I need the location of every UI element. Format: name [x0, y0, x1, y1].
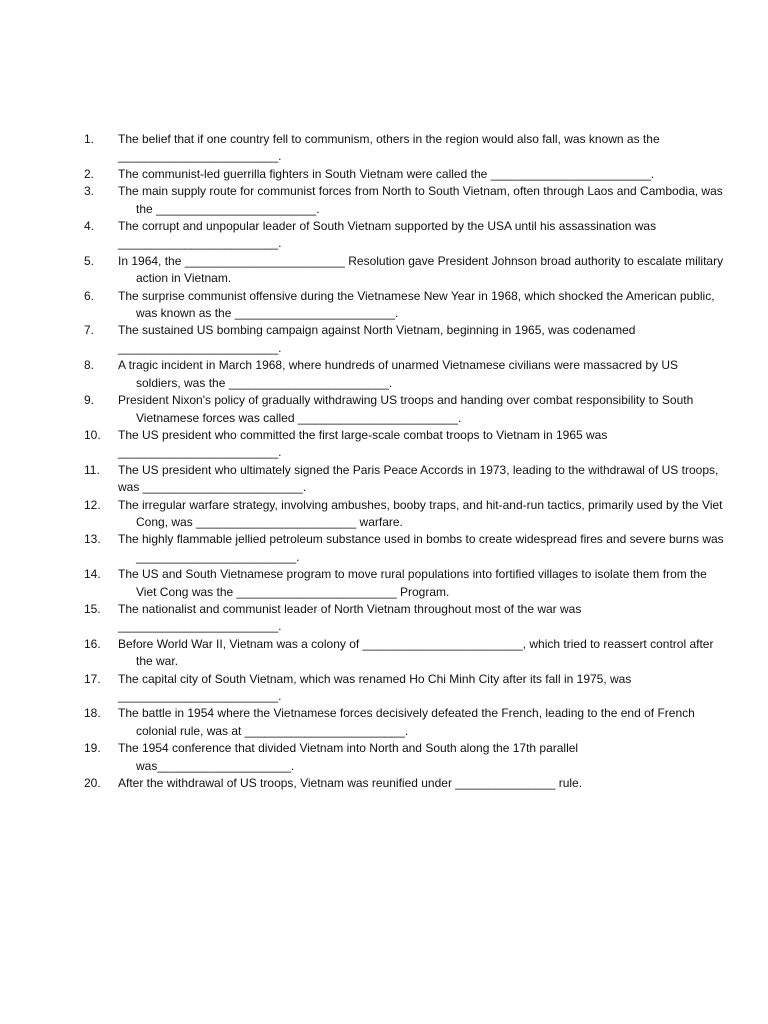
- question-text: The highly flammable jellied petroleum substance used in bombs to create widespread fires and severe burns was ________________________.: [118, 532, 727, 564]
- question-item-4: [84, 218, 724, 253]
- question-number: 20.: [84, 776, 101, 791]
- question-item-8: [84, 357, 724, 392]
- question-item-6: [84, 288, 724, 323]
- question-text: The US president who committed the first large-scale combat troops to Vietnam in 1965 was ________________________.: [118, 427, 611, 460]
- question-item-12: [84, 497, 724, 532]
- question-number: 6.: [84, 288, 95, 303]
- question-text: The US president who ultimately signed the Paris Peace Accords in 1973, leading to the withdrawal of US troops, was ________________________.: [118, 462, 722, 495]
- question-text: The belief that if one country fell to communism, others in the region would also fall, was known as the ________________________.: [118, 132, 663, 164]
- question-text: The communist-led guerrilla fighters in South Vietnam were called the ________________________.: [118, 166, 655, 181]
- question-number: 16.: [84, 636, 101, 651]
- question-item-9: [84, 392, 724, 427]
- question-item-10: [84, 427, 724, 462]
- question-number: 14.: [84, 567, 101, 582]
- question-text: President Nixon's policy of gradually withdrawing US troops and handing over combat responsibility to South Vietnamese forces was called ________________________.: [118, 393, 697, 425]
- question-number: 7.: [84, 323, 95, 338]
- question-text: The US and South Vietnamese program to move rural populations into fortified villages to isolate them from the Viet Cong was the ________________________ Program.: [118, 567, 711, 599]
- question-text: The capital city of South Vietnam, which was renamed Ho Chi Minh City after its fall in 1975, was ________________________.: [118, 671, 635, 703]
- question-item-19: [84, 740, 724, 775]
- question-item-2: [84, 166, 724, 183]
- question-number: 5.: [84, 253, 95, 268]
- question-text: The 1954 conference that divided Vietnam into North and South along the 17th parallel was____________________.: [118, 741, 582, 773]
- question-number: 13.: [84, 532, 101, 547]
- question-text: A tragic incident in March 1968, where hundreds of unarmed Vietnamese civilians were massacred by US soldiers, was the ________________________.: [118, 358, 682, 390]
- question-text: In 1964, the ________________________ Resolution gave President Johnson broad authority to escalate military action in Vietnam.: [118, 253, 727, 286]
- question-number: 19.: [84, 741, 101, 756]
- question-number: 11.: [84, 462, 100, 477]
- question-item-17: [84, 671, 724, 706]
- question-item-13: [84, 531, 727, 566]
- question-item-1: [84, 131, 724, 166]
- question-item-11: [84, 462, 724, 497]
- worksheet-question-list: [84, 131, 727, 792]
- question-text: The battle in 1954 where the Vietnamese forces decisively defeated the French, leading to the end of French colonial rule, was at ________________________.: [118, 706, 699, 738]
- question-text: The corrupt and unpopular leader of South Vietnam supported by the USA until his assassination was ________________________.: [118, 219, 660, 251]
- question-item-15: [84, 601, 724, 636]
- question-text: The sustained US bombing campaign against North Vietnam, beginning in 1965, was codenamed ________________________.: [118, 323, 639, 355]
- question-number: 18.: [84, 706, 101, 721]
- question-item-14: [84, 566, 724, 601]
- question-text: The irregular warfare strategy, involving ambushes, booby traps, and hit-and-run tactics, primarily used by the Viet Cong, was ________________________ warfare.: [118, 497, 726, 529]
- question-text: The main supply route for communist forces from North to South Vietnam, often through Laos and Cambodia, was the ________________________.: [118, 184, 727, 216]
- question-item-5: [84, 253, 727, 288]
- question-item-7: [84, 322, 724, 357]
- question-number: 3.: [84, 184, 95, 199]
- question-number: 10.: [84, 427, 101, 442]
- question-text: Before World War II, Vietnam was a colony of ________________________, which tried to reassert control after the war.: [118, 636, 717, 669]
- question-number: 17.: [84, 671, 101, 686]
- question-item-16: [84, 636, 724, 671]
- question-number: 1.: [84, 132, 95, 146]
- question-text: The nationalist and communist leader of North Vietnam throughout most of the war was ________________________.: [118, 601, 585, 634]
- question-item-20: [84, 775, 724, 792]
- question-text: After the withdrawal of US troops, Vietnam was reunified under _______________ rule.: [118, 776, 583, 791]
- question-number: 8.: [84, 358, 95, 373]
- question-item-3: [84, 183, 727, 218]
- question-item-18: [84, 705, 724, 740]
- question-number: 4.: [84, 219, 95, 234]
- question-number: 15.: [84, 601, 101, 616]
- question-number: 12.: [84, 497, 101, 512]
- question-text: The surprise communist offensive during the Vietnamese New Year in 1968, which shocked the American public, was known as the ________________________.: [118, 288, 718, 321]
- question-number: 9.: [84, 393, 95, 408]
- question-number: 2.: [84, 166, 95, 181]
